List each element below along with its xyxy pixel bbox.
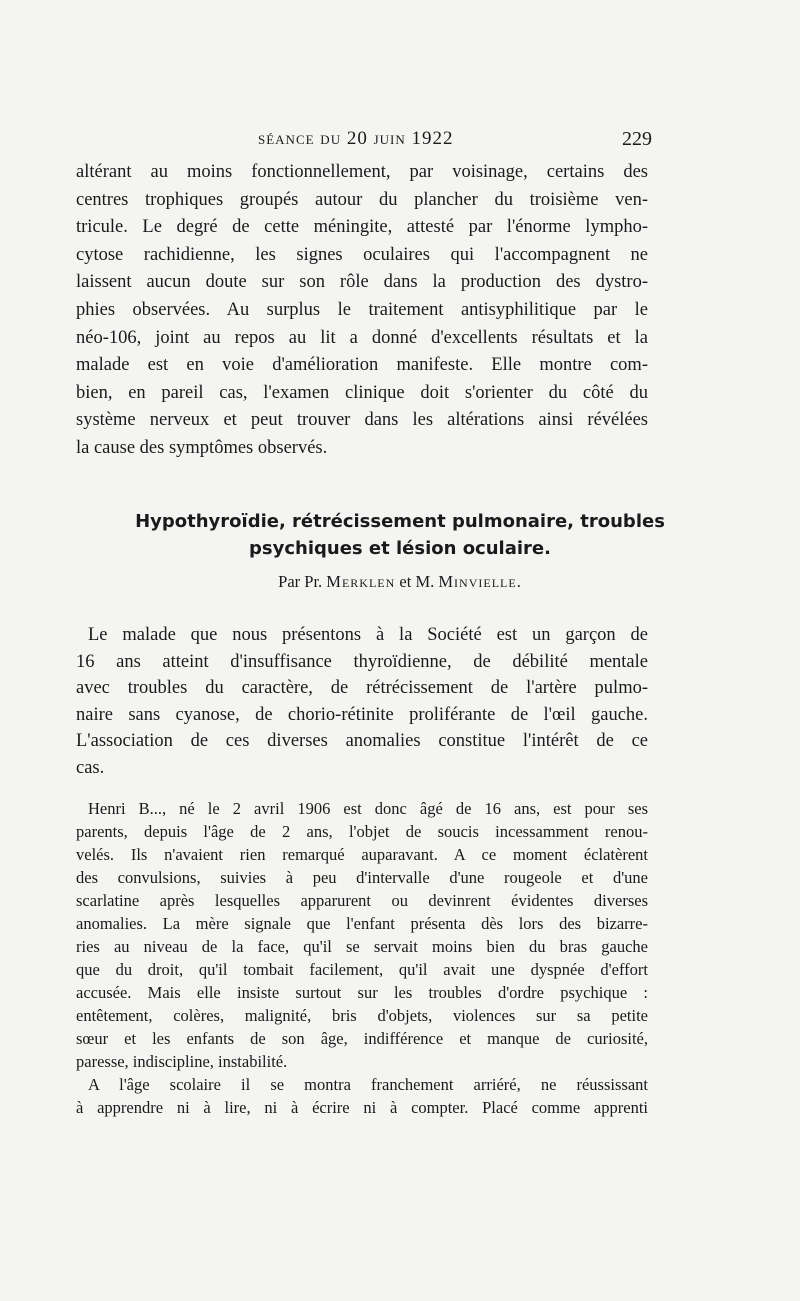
author-name: Minvielle. xyxy=(438,572,522,591)
text-line: L'association de ces diverses anomalies constitue l'intérêt de ce xyxy=(76,731,648,752)
text-line: parents, depuis l'âge de 2 ans, l'objet de soucis incessamment renou- xyxy=(76,822,648,841)
byline-prefix: Par Pr. xyxy=(278,572,323,591)
paragraph-continuation xyxy=(76,159,648,463)
text-line: anomalies. La mère signale que l'enfant présenta dès lors des bizarre- xyxy=(76,914,648,933)
text-line: scarlatine après lesquelles apparurent ou devinrent évidentes diverses xyxy=(76,891,648,910)
paragraph-introduction xyxy=(76,622,648,782)
text-line: néo-106, joint au repos au lit a donné d'excellents résultats et la xyxy=(76,327,648,348)
text-line: cytose rachidienne, les signes oculaires qui l'accompagnent ne xyxy=(76,244,648,265)
byline-conjunction: et M. xyxy=(399,572,435,591)
text-line: bien, en pareil cas, l'examen clinique doit s'orienter du côté du xyxy=(76,382,648,403)
text-line: centres trophiques groupés autour du plancher du troisième ven- xyxy=(76,189,648,210)
text-line: A l'âge scolaire il se montra franchement arriéré, ne réussissant xyxy=(88,1075,648,1094)
text-line: ries au niveau de la face, qu'il se servait moins bien du bras gauche xyxy=(76,937,648,956)
byline xyxy=(0,572,800,592)
article-title-line-2: psychiques et lésion oculaire. xyxy=(249,538,551,559)
text-line: entêtement, colères, malignité, bris d'objets, violences sur sa petite xyxy=(76,1006,648,1025)
page-number: 229 xyxy=(622,128,652,150)
text-line: avec troubles du caractère, de rétrécissement de l'artère pulmo- xyxy=(76,678,648,699)
text-line: Henri B..., né le 2 avril 1906 est donc âgé de 16 ans, est pour ses xyxy=(88,799,648,818)
text-line: à apprendre ni à lire, ni à écrire ni à compter. Placé comme apprenti xyxy=(76,1098,648,1117)
text-line: accusée. Mais elle insiste surtout sur les troubles d'ordre psychique : xyxy=(76,983,648,1002)
running-header xyxy=(0,128,800,154)
text-line: malade est en voie d'amélioration manifeste. Elle montre com- xyxy=(76,355,648,376)
text-line: altérant au moins fonctionnellement, par voisinage, certains des xyxy=(76,162,648,182)
text-line: velés. Ils n'avaient rien remarqué auparavant. A ce moment éclatèrent xyxy=(76,845,648,864)
text-line: naire sans cyanose, de chorio-rétinite proliférante de l'œil gauche. xyxy=(76,704,648,725)
text-line: phies observées. Au surplus le traitement antisyphilitique par le xyxy=(76,299,648,320)
text-line: Le malade que nous présentons à la Société est un garçon de xyxy=(88,625,648,645)
text-line: laissent aucun doute sur son rôle dans la production des dystro- xyxy=(76,272,648,293)
text-line: cas. xyxy=(76,757,105,778)
article-title-line-1: Hypothyroïdie, rétrécissement pulmonaire, troubles xyxy=(135,511,665,532)
header-title: séance du 20 juin 1922 xyxy=(258,128,454,149)
text-line: tricule. Le degré de cette méningite, attesté par l'énorme lympho- xyxy=(76,217,648,238)
paragraph-case-history xyxy=(76,797,648,1119)
text-line: que du droit, qu'il tombait facilement, qu'il avait une dyspnée d'effort xyxy=(76,960,648,979)
text-line: la cause des symptômes observés. xyxy=(76,437,328,458)
text-line: système nerveux et peut trouver dans les altérations ainsi révélées xyxy=(76,410,648,431)
text-line: paresse, indiscipline, instabilité. xyxy=(76,1052,288,1071)
text-line: sœur et les enfants de son âge, indifférence et manque de curiosité, xyxy=(76,1029,648,1048)
author-name: Merklen xyxy=(326,572,396,591)
text-line: des convulsions, suivies à peu d'intervalle d'une rougeole et d'une xyxy=(76,868,648,887)
text-line: 16 ans atteint d'insuffisance thyroïdienne, de débilité mentale xyxy=(76,651,648,672)
